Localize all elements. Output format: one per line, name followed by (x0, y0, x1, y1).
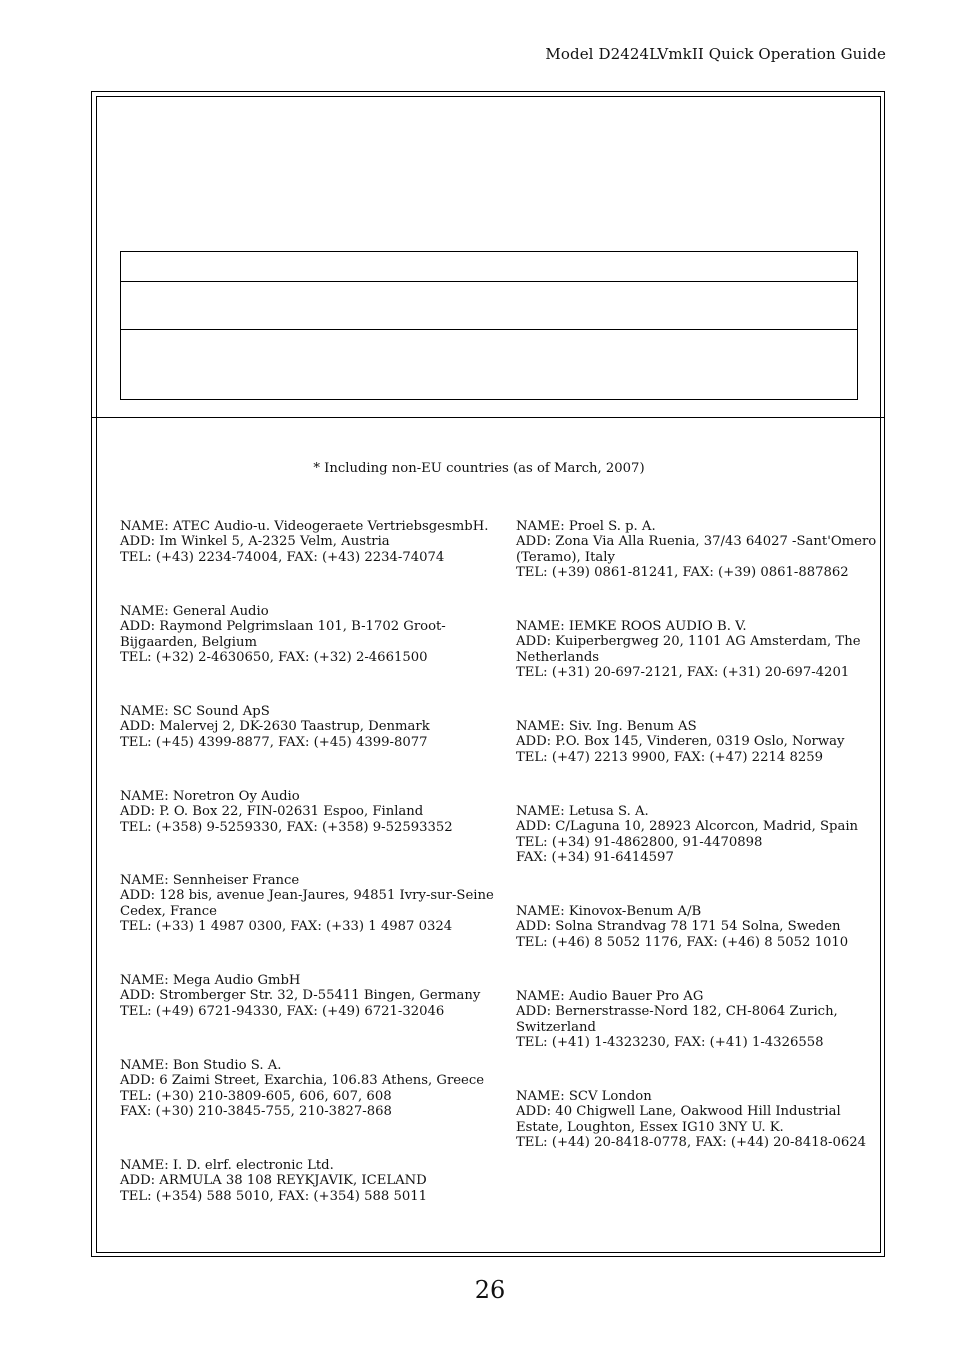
dealer-uk (516, 1089, 866, 1150)
dealer-switzerland (516, 989, 838, 1050)
dealer-name: NAME: ATEC Audio-u. Videogeraete VertriebsgesmbH. (120, 519, 489, 534)
dealer-address: ADD: Zona Via Alla Ruenia, 37/43 64027 -Sant'Omero (516, 534, 877, 550)
dealer-tel: TEL: (+45) 4399-8877, FAX: (+45) 4399-8077 (120, 734, 428, 750)
note-text: * Including non-EU countries (as of March, 2007) (313, 461, 645, 476)
dealer-denmark (120, 704, 430, 750)
empty-table (120, 251, 858, 400)
dealer-italy (516, 519, 876, 580)
table-row-divider (121, 329, 857, 330)
dealer-address: Estate, Loughton, Essex IG10 3NY U. K. (516, 1119, 784, 1135)
dealer-name: NAME: Mega Audio GmbH (120, 973, 301, 988)
dealer-name: NAME: I. D. elrf. electronic Ltd. (120, 1158, 334, 1173)
dealer-tel: TEL: (+44) 20-8418-0778, FAX: (+44) 20-8418-0624 (516, 1134, 867, 1150)
dealer-tel: TEL: (+31) 20-697-2121, FAX: (+31) 20-697-4201 (516, 664, 850, 680)
dealer-tel: TEL: (+33) 1 4987 0300, FAX: (+33) 1 4987 0324 (120, 918, 453, 934)
dealer-tel: TEL: (+43) 2234-74004, FAX: (+43) 2234-74074 (120, 549, 445, 565)
dealer-name: NAME: Siv. Ing. Benum AS (516, 719, 697, 734)
dealer-address: ADD: ARMULA 38 108 REYKJAVIK, ICELAND (120, 1173, 427, 1189)
table-row-divider (121, 281, 857, 282)
dealer-address: Cedex, France (120, 903, 217, 919)
page-header-title: Model D2424LVmkII Quick Operation Guide (545, 45, 886, 63)
dealer-tel: TEL: (+39) 0861-81241, FAX: (+39) 0861-887862 (516, 564, 849, 580)
dealer-iceland (120, 1158, 427, 1204)
dealer-address: ADD: Stromberger Str. 32, D-55411 Bingen, Germany (120, 988, 481, 1004)
dealer-address: ADD: 6 Zaimi Street, Exarchia, 106.83 Athens, Greece (120, 1073, 485, 1089)
dealer-name: NAME: Kinovox-Benum A/B (516, 904, 702, 919)
dealer-greece (120, 1058, 484, 1119)
dealer-france (120, 873, 494, 934)
dealer-tel: TEL: (+46) 8 5052 1176, FAX: (+46) 8 5052 1010 (516, 934, 849, 950)
dealer-name: NAME: Audio Bauer Pro AG (516, 989, 704, 1004)
dealer-address: ADD: Bernerstrasse-Nord 182, CH-8064 Zurich, (516, 1004, 838, 1020)
dealer-address: Netherlands (516, 649, 600, 665)
dealer-address: ADD: 128 bis, avenue Jean-Jaures, 94851 Ivry-sur-Seine (120, 888, 494, 904)
dealer-spain (516, 804, 858, 865)
dealer-address: ADD: P.O. Box 145, Vinderen, 0319 Oslo, Norway (516, 734, 845, 750)
page-number: 26 (474, 1276, 506, 1304)
dealer-tel: TEL: (+358) 9-5259330, FAX: (+358) 9-52593352 (120, 819, 453, 835)
dealer-name: NAME: Letusa S. A. (516, 804, 649, 819)
dealer-address: (Teramo), Italy (516, 549, 615, 565)
dealer-austria (120, 519, 488, 565)
dealer-tel: TEL: (+34) 91-4862800, 91-4470898 (516, 834, 763, 850)
section-divider (91, 417, 885, 418)
dealer-name: NAME: Noretron Oy Audio (120, 789, 300, 804)
dealer-tel: TEL: (+41) 1-4323230, FAX: (+41) 1-4326558 (516, 1034, 824, 1050)
dealer-address: ADD: Raymond Pelgrimslaan 101, B-1702 Groot- (120, 619, 446, 635)
dealer-tel: TEL: (+47) 2213 9900, FAX: (+47) 2214 8259 (516, 749, 824, 765)
dealer-address: ADD: 40 Chigwell Lane, Oakwood Hill Industrial (516, 1104, 841, 1120)
dealer-address: Bijgaarden, Belgium (120, 634, 257, 650)
dealer-address: ADD: Im Winkel 5, A-2325 Velm, Austria (120, 534, 390, 550)
dealer-address: ADD: Kuiperbergweg 20, 1101 AG Amsterdam, The (516, 634, 861, 650)
dealer-sweden (516, 904, 848, 950)
dealer-germany (120, 973, 480, 1019)
dealer-name: NAME: SC Sound ApS (120, 704, 270, 719)
dealer-finland (120, 789, 453, 835)
dealer-address: ADD: Solna Strandvag 78 171 54 Solna, Sweden (516, 919, 841, 935)
dealer-fax: FAX: (+34) 91-6414597 (516, 849, 674, 865)
dealer-address: ADD: P. O. Box 22, FIN-02631 Espoo, Finland (120, 804, 424, 820)
dealer-belgium (120, 604, 446, 665)
dealer-name: NAME: SCV London (516, 1089, 652, 1104)
dealer-address: ADD: C/Laguna 10, 28923 Alcorcon, Madrid, Spain (516, 819, 859, 835)
dealer-norway (516, 719, 844, 765)
dealer-address: ADD: Malervej 2, DK-2630 Taastrup, Denmark (120, 719, 430, 735)
dealer-tel: TEL: (+30) 210-3809-605, 606, 607, 608 (120, 1088, 392, 1104)
dealer-name: NAME: IEMKE ROOS AUDIO B. V. (516, 619, 747, 634)
dealer-tel: TEL: (+32) 2-4630650, FAX: (+32) 2-4661500 (120, 649, 428, 665)
dealer-fax: FAX: (+30) 210-3845-755, 210-3827-868 (120, 1103, 392, 1119)
dealer-address: Switzerland (516, 1019, 596, 1035)
dealer-name: NAME: Bon Studio S. A. (120, 1058, 282, 1073)
dealer-tel: TEL: (+49) 6721-94330, FAX: (+49) 6721-32046 (120, 1003, 445, 1019)
dealer-netherlands (516, 619, 861, 680)
dealer-name: NAME: Sennheiser France (120, 873, 300, 888)
dealer-name: NAME: Proel S. p. A. (516, 519, 656, 534)
dealer-name: NAME: General Audio (120, 604, 269, 619)
dealer-tel: TEL: (+354) 588 5010, FAX: (+354) 588 5011 (120, 1188, 428, 1204)
